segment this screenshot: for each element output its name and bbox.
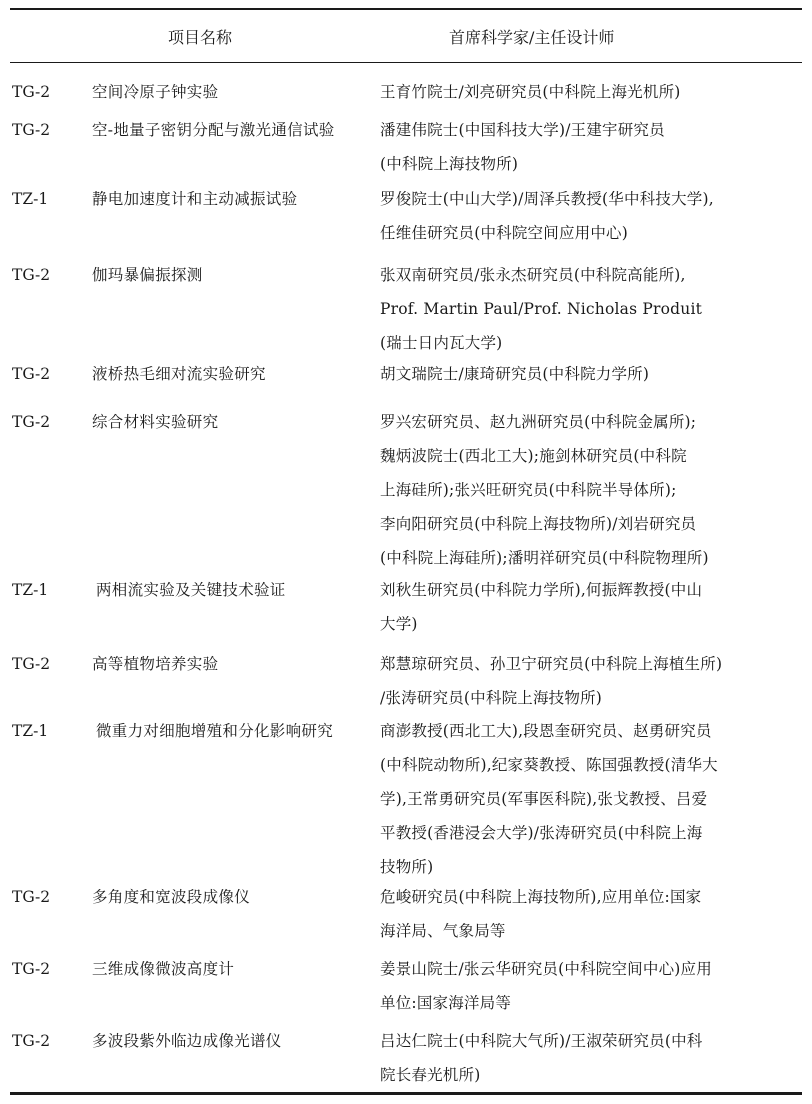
lead-scientist-line: 李向阳研究员(中科院上海技物所)/刘岩研究员	[380, 515, 697, 533]
lead-scientist-line: Prof. Martin Paul/Prof. Nicholas Produit	[380, 300, 703, 318]
lead-scientist-line: 海洋局、气象局等	[380, 922, 506, 940]
table-header	[0, 10, 812, 62]
lead-scientist-line: 单位:国家海洋局等	[380, 994, 512, 1012]
lead-scientist-line: 危峻研究员(中科院上海技物所),应用单位:国家	[380, 888, 702, 906]
lead-scientist-line: 院长春光机所)	[380, 1066, 481, 1084]
lead-scientist-line: 学),王常勇研究员(军事医科院),张戈教授、吕爱	[380, 790, 708, 808]
project-name: 多波段紫外临边成像光谱仪	[92, 1032, 282, 1050]
column-header-project-name: 项目名称	[168, 28, 233, 47]
lead-scientist-line: 胡文瑞院士/康琦研究员(中科院力学所)	[380, 365, 650, 383]
project-name: 综合材料实验研究	[92, 413, 219, 431]
lead-scientist	[380, 647, 800, 715]
lead-scientist-line: 罗俊院士(中山大学)/周泽兵教授(华中科技大学),	[380, 190, 714, 208]
project-name: 三维成像微波高度计	[92, 960, 235, 978]
mission-code: TG-2	[12, 888, 51, 906]
lead-scientist	[380, 880, 800, 948]
project-name: 伽玛暴偏振探测	[92, 266, 203, 284]
lead-scientist-line: 王育竹院士/刘亮研究员(中科院上海光机所)	[380, 83, 681, 101]
lead-scientist-line: 平教授(香港浸会大学)/张涛研究员(中科院上海	[380, 824, 703, 842]
project-name: 空-地量子密钥分配与激光通信试验	[92, 121, 335, 139]
project-name: 高等植物培养实验	[92, 655, 219, 673]
lead-scientist-line: (中科院上海技物所)	[380, 155, 519, 173]
lead-scientist-line: 商澎教授(西北工大),段恩奎研究员、赵勇研究员	[380, 722, 712, 740]
lead-scientist-line: 吕达仁院士(中科院大气所)/王淑荣研究员(中科	[380, 1032, 703, 1050]
lead-scientist	[380, 113, 800, 181]
mission-code: TG-2	[12, 83, 51, 101]
lead-scientist-line: 技物所)	[380, 858, 434, 876]
column-header-lead-scientist: 首席科学家/主任设计师	[449, 28, 615, 47]
mission-code: TG-2	[12, 1032, 51, 1050]
lead-scientist-line: (中科院上海硅所);潘明祥研究员(中科院物理所)	[380, 549, 709, 567]
lead-scientist	[380, 952, 800, 1020]
project-name: 微重力对细胞增殖和分化影响研究	[96, 722, 334, 740]
header-rule	[10, 62, 802, 63]
project-name: 液桥热毛细对流实验研究	[92, 365, 266, 383]
lead-scientist-line: (中科院动物所),纪家葵教授、陈国强教授(清华大	[380, 756, 718, 774]
lead-scientist-line: 潘建伟院士(中国科技大学)/王建宇研究员	[380, 121, 665, 139]
lead-scientist-line: 刘秋生研究员(中科院力学所),何振辉教授(中山	[380, 581, 703, 599]
lead-scientist-line: 魏炳波院士(西北工大);施剑林研究员(中科院	[380, 447, 687, 465]
mission-code: TG-2	[12, 365, 51, 383]
mission-code: TZ-1	[12, 581, 49, 599]
lead-scientist-line: 张双南研究员/张永杰研究员(中科院高能所),	[380, 266, 686, 284]
mission-code: TG-2	[12, 266, 51, 284]
mission-code: TZ-1	[12, 722, 49, 740]
lead-scientist-line: 任维佳研究员(中科院空间应用中心)	[380, 224, 628, 242]
mission-code: TG-2	[12, 960, 51, 978]
lead-scientist-line: 大学)	[380, 615, 418, 633]
lead-scientist	[380, 573, 800, 641]
mission-code: TG-2	[12, 655, 51, 673]
lead-scientist-line: 上海硅所);张兴旺研究员(中科院半导体所);	[380, 481, 677, 499]
lead-scientist-line: (瑞士日内瓦大学)	[380, 334, 503, 352]
project-name: 空间冷原子钟实验	[92, 83, 219, 101]
lead-scientist	[380, 258, 800, 360]
lead-scientist	[380, 357, 800, 391]
mission-code: TZ-1	[12, 190, 49, 208]
lead-scientist	[380, 405, 800, 575]
lead-scientist	[380, 714, 800, 884]
project-name: 两相流实验及关键技术验证	[96, 581, 286, 599]
mission-code: TG-2	[12, 413, 51, 431]
lead-scientist-line: 罗兴宏研究员、赵九洲研究员(中科院金属所);	[380, 413, 697, 431]
lead-scientist	[380, 182, 800, 250]
lead-scientist	[380, 1024, 800, 1092]
lead-scientist-line: 姜景山院士/张云华研究员(中科院空间中心)应用	[380, 960, 712, 978]
project-name: 静电加速度计和主动减振试验	[92, 190, 298, 208]
lead-scientist-line: 郑慧琼研究员、孙卫宁研究员(中科院上海植生所)	[380, 655, 723, 673]
project-name: 多角度和宽波段成像仪	[92, 888, 251, 906]
lead-scientist	[380, 75, 800, 109]
lead-scientist-line: /张涛研究员(中科院上海技物所)	[380, 689, 603, 707]
mission-code: TG-2	[12, 121, 51, 139]
table-bottom-rule	[10, 1092, 802, 1095]
